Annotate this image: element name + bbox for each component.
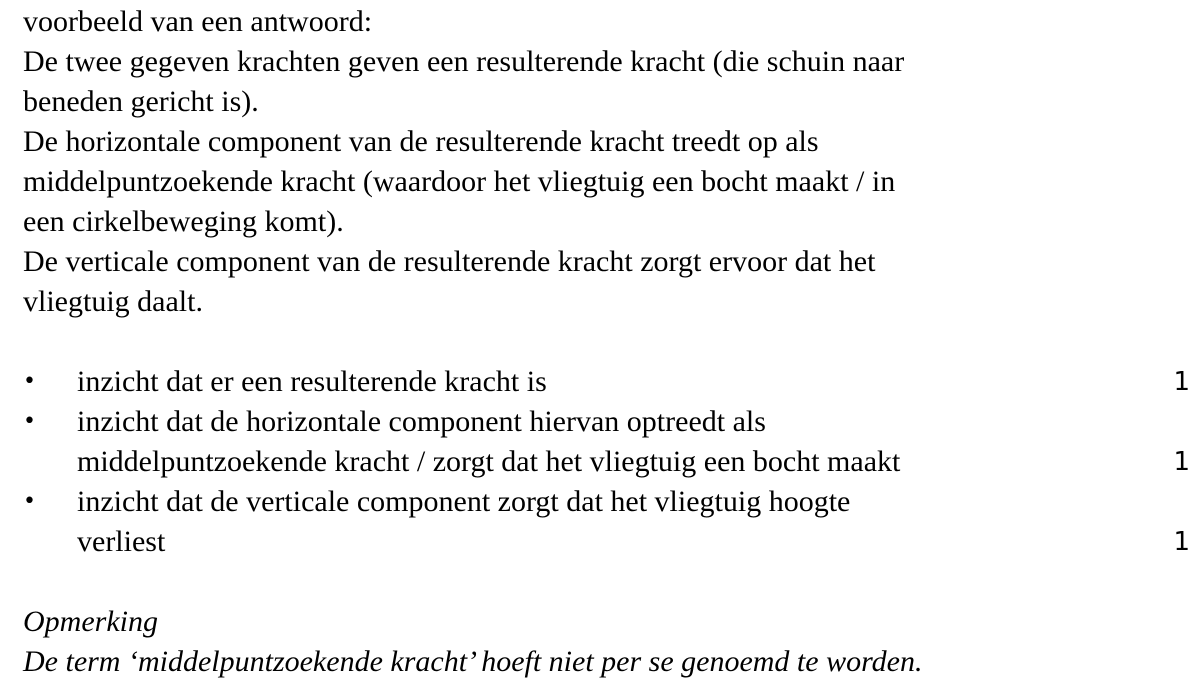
scoring-item	[23, 362, 1190, 402]
score-value: 1	[1173, 447, 1190, 477]
bullet-icon: •	[23, 369, 36, 394]
remark-heading: Opmerking	[23, 605, 158, 638]
spacer	[23, 322, 1173, 362]
bullet-icon: •	[23, 489, 36, 514]
answer-line: beneden gericht is).	[23, 85, 259, 118]
score-value: 1	[1173, 527, 1190, 557]
remark-section	[23, 602, 1173, 682]
answer-line: middelpuntzoekende kracht (waardoor het vliegtuig een bocht maakt / in	[23, 165, 896, 198]
scoring-item	[23, 402, 1190, 482]
scoring-item-text: inzicht dat er een resulterende kracht is	[77, 365, 547, 398]
scoring-item	[23, 482, 1190, 562]
answer-line: De twee gegeven krachten geven een resulterende kracht (die schuin naar	[23, 45, 905, 78]
answer-paragraph-resultant	[23, 42, 1173, 122]
answer-line: De horizontale component van de resulterende kracht treedt op als	[23, 125, 819, 158]
scoring-list	[23, 362, 1190, 562]
scoring-item-text: middelpuntzoekende kracht / zorgt dat het vliegtuig een bocht maakt	[77, 445, 901, 478]
scoring-item-text: inzicht dat de verticale component zorgt dat het vliegtuig hoogte	[77, 485, 851, 518]
scoring-item-text: verliest	[77, 525, 166, 558]
answer-line: De verticale component van de resulterende kracht zorgt ervoor dat het	[23, 245, 876, 278]
remark-text: De term ‘middelpuntzoekende kracht’ hoeft niet per se genoemd te worden.	[23, 645, 923, 678]
answer-line: vliegtuig daalt.	[23, 285, 203, 318]
spacer	[23, 562, 1173, 602]
bullet-icon: •	[23, 409, 36, 434]
answer-paragraph-horizontal	[23, 122, 1173, 242]
score-value: 1	[1173, 367, 1190, 397]
answer-paragraph-vertical	[23, 242, 1173, 322]
scoring-item-text: inzicht dat de horizontale component hiervan optreedt als	[77, 405, 766, 438]
answer-line: een cirkelbeweging komt).	[23, 205, 344, 238]
answer-intro: voorbeeld van een antwoord:	[23, 5, 373, 38]
answer-model-document	[23, 2, 1190, 682]
